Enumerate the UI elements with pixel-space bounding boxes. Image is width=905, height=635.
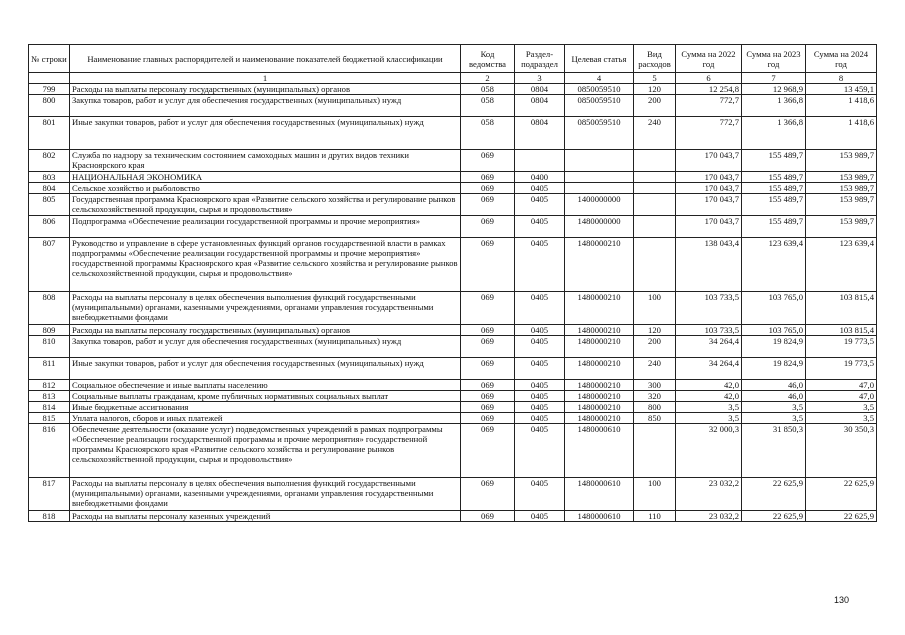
row-number: 801: [29, 117, 70, 150]
row-sum-2023: 46,0: [742, 380, 806, 391]
row-sum-2023: 12 968,9: [742, 84, 806, 95]
row-target: 0850059510: [565, 84, 634, 95]
row-section: 0405: [515, 413, 565, 424]
row-sum-2024: 19 773,5: [806, 358, 877, 380]
row-name: Закупка товаров, работ и услуг для обеспечения государственных (муниципальных) нужд: [70, 336, 461, 358]
row-target: 0850059510: [565, 95, 634, 117]
row-expense-type: 110: [634, 511, 676, 522]
row-name: Расходы на выплаты персоналу государственных (муниципальных) органов: [70, 325, 461, 336]
row-number: 818: [29, 511, 70, 522]
row-section: 0405: [515, 402, 565, 413]
row-sum-2023: 103 765,0: [742, 325, 806, 336]
row-expense-type: 320: [634, 391, 676, 402]
row-target: 0850059510: [565, 117, 634, 150]
row-number: 802: [29, 150, 70, 172]
row-sum-2022: 42,0: [676, 380, 742, 391]
row-name: Расходы на выплаты персоналу в целях обеспечения выполнения функций государственными (муниципальными) органами, казенными учреждениями, органами управления государственными внебюджетными фондами: [70, 478, 461, 511]
header-sum-2024: Сумма на 2024 год: [806, 45, 877, 73]
row-sum-2024: 153 989,7: [806, 216, 877, 238]
row-section: [515, 150, 565, 172]
row-target: 1480000210: [565, 358, 634, 380]
row-name: Иные закупки товаров, работ и услуг для обеспечения государственных (муниципальных) нужд: [70, 358, 461, 380]
row-sum-2023: 103 765,0: [742, 292, 806, 325]
row-target: [565, 172, 634, 183]
header-name: Наименование главных распорядителей и наименование показателей бюджетной классификации: [70, 45, 461, 73]
table-row: [29, 424, 877, 478]
row-number: 817: [29, 478, 70, 511]
table-row: [29, 194, 877, 216]
row-sum-2024: 153 989,7: [806, 183, 877, 194]
row-name: Социальные выплаты гражданам, кроме публичных нормативных социальных выплат: [70, 391, 461, 402]
column-number: 7: [742, 73, 806, 84]
row-sum-2024: 22 625,9: [806, 511, 877, 522]
row-number: 799: [29, 84, 70, 95]
table-body: [29, 84, 877, 522]
row-number: 815: [29, 413, 70, 424]
row-sum-2022: 170 043,7: [676, 216, 742, 238]
row-number: 810: [29, 336, 70, 358]
row-sum-2023: 155 489,7: [742, 150, 806, 172]
row-sum-2022: 32 000,3: [676, 424, 742, 478]
row-expense-type: [634, 172, 676, 183]
row-number: 813: [29, 391, 70, 402]
row-name: Сельское хозяйство и рыболовство: [70, 183, 461, 194]
row-sum-2022: 103 733,5: [676, 292, 742, 325]
row-sum-2023: 22 625,9: [742, 511, 806, 522]
row-dept-code: 069: [461, 478, 515, 511]
table-row: [29, 84, 877, 95]
row-name: Расходы на выплаты персоналу в целях обеспечения выполнения функций государственными (муниципальными) органами, казенными учреждениями, органами управления государственными внебюджетными фондами: [70, 292, 461, 325]
row-dept-code: 069: [461, 150, 515, 172]
row-name: Закупка товаров, работ и услуг для обеспечения государственных (муниципальных) нужд: [70, 95, 461, 117]
row-expense-type: 200: [634, 336, 676, 358]
row-sum-2023: 1 366,8: [742, 95, 806, 117]
row-section: 0405: [515, 238, 565, 292]
table-row: [29, 216, 877, 238]
row-dept-code: 069: [461, 172, 515, 183]
row-expense-type: 800: [634, 402, 676, 413]
row-sum-2024: 19 773,5: [806, 336, 877, 358]
row-section: 0405: [515, 325, 565, 336]
row-sum-2023: 19 824,9: [742, 336, 806, 358]
row-target: 1480000210: [565, 391, 634, 402]
column-number: [29, 73, 70, 84]
row-target: 1480000210: [565, 238, 634, 292]
row-target: [565, 183, 634, 194]
row-dept-code: 069: [461, 292, 515, 325]
header-row-no: № строки: [29, 45, 70, 73]
row-sum-2023: 31 850,3: [742, 424, 806, 478]
row-sum-2022: 34 264,4: [676, 336, 742, 358]
row-target: 1480000610: [565, 424, 634, 478]
row-dept-code: 058: [461, 117, 515, 150]
row-sum-2023: 123 639,4: [742, 238, 806, 292]
table-row: [29, 292, 877, 325]
row-number: 806: [29, 216, 70, 238]
row-section: 0405: [515, 478, 565, 511]
row-number: 805: [29, 194, 70, 216]
row-sum-2022: 170 043,7: [676, 194, 742, 216]
row-sum-2024: 47,0: [806, 391, 877, 402]
row-section: 0405: [515, 292, 565, 325]
table-row: [29, 358, 877, 380]
table-row: [29, 380, 877, 391]
row-expense-type: [634, 424, 676, 478]
budget-table: [28, 44, 877, 522]
table-row: [29, 391, 877, 402]
column-number: 3: [515, 73, 565, 84]
row-number: 811: [29, 358, 70, 380]
row-sum-2023: 22 625,9: [742, 478, 806, 511]
row-sum-2023: 3,5: [742, 413, 806, 424]
row-target: 1480000210: [565, 413, 634, 424]
row-sum-2024: 153 989,7: [806, 172, 877, 183]
table-row: [29, 150, 877, 172]
row-sum-2022: 772,7: [676, 95, 742, 117]
row-sum-2023: 46,0: [742, 391, 806, 402]
row-expense-type: [634, 150, 676, 172]
table-row: [29, 95, 877, 117]
row-dept-code: 069: [461, 413, 515, 424]
row-sum-2024: 103 815,4: [806, 325, 877, 336]
row-sum-2022: 3,5: [676, 402, 742, 413]
row-target: 1400000000: [565, 194, 634, 216]
row-name: Иные закупки товаров, работ и услуг для обеспечения государственных (муниципальных) нужд: [70, 117, 461, 150]
table-row: [29, 117, 877, 150]
row-number: 800: [29, 95, 70, 117]
row-expense-type: 200: [634, 95, 676, 117]
row-sum-2024: 13 459,1: [806, 84, 877, 95]
table-row: [29, 478, 877, 511]
row-sum-2024: 30 350,3: [806, 424, 877, 478]
table-row: [29, 413, 877, 424]
header-target: Целевая статья: [565, 45, 634, 73]
row-sum-2022: 772,7: [676, 117, 742, 150]
row-name: Социальное обеспечение и иные выплаты населению: [70, 380, 461, 391]
row-target: 1480000210: [565, 325, 634, 336]
row-dept-code: 069: [461, 183, 515, 194]
row-section: 0804: [515, 84, 565, 95]
row-dept-code: 058: [461, 95, 515, 117]
row-dept-code: 069: [461, 358, 515, 380]
row-expense-type: [634, 194, 676, 216]
row-sum-2024: 103 815,4: [806, 292, 877, 325]
row-number: 808: [29, 292, 70, 325]
row-section: 0405: [515, 358, 565, 380]
row-section: 0405: [515, 216, 565, 238]
row-sum-2022: 3,5: [676, 413, 742, 424]
table-row: [29, 172, 877, 183]
row-section: 0804: [515, 95, 565, 117]
row-number: 804: [29, 183, 70, 194]
row-section: 0405: [515, 183, 565, 194]
row-sum-2022: 12 254,8: [676, 84, 742, 95]
row-name: Служба по надзору за техническим состоянием самоходных машин и других видов техники Красноярского края: [70, 150, 461, 172]
row-sum-2024: 1 418,6: [806, 95, 877, 117]
row-name: Уплата налогов, сборов и иных платежей: [70, 413, 461, 424]
row-number: 807: [29, 238, 70, 292]
row-dept-code: 069: [461, 325, 515, 336]
row-name: Расходы на выплаты персоналу государственных (муниципальных) органов: [70, 84, 461, 95]
row-sum-2022: 23 032,2: [676, 478, 742, 511]
row-target: 1480000610: [565, 478, 634, 511]
table-row: [29, 183, 877, 194]
row-number: 809: [29, 325, 70, 336]
row-dept-code: 069: [461, 402, 515, 413]
row-target: 1480000610: [565, 511, 634, 522]
row-sum-2023: 3,5: [742, 402, 806, 413]
row-expense-type: 100: [634, 478, 676, 511]
page-number: 130: [834, 595, 850, 605]
table-row: [29, 402, 877, 413]
row-sum-2023: 155 489,7: [742, 172, 806, 183]
row-expense-type: 120: [634, 84, 676, 95]
row-target: [565, 150, 634, 172]
row-sum-2024: 153 989,7: [806, 194, 877, 216]
row-expense-type: [634, 216, 676, 238]
row-sum-2022: 170 043,7: [676, 183, 742, 194]
row-sum-2023: 155 489,7: [742, 194, 806, 216]
row-target: 1480000210: [565, 336, 634, 358]
row-dept-code: 069: [461, 511, 515, 522]
row-target: 1480000210: [565, 292, 634, 325]
row-expense-type: 120: [634, 325, 676, 336]
column-number: 4: [565, 73, 634, 84]
row-sum-2024: 1 418,6: [806, 117, 877, 150]
row-sum-2024: 3,5: [806, 413, 877, 424]
row-name: Руководство и управление в сфере установленных функций органов государственной власти в рамках подпрограммы «Обеспечение реализации государственной программы и прочие мероприятия» государственной программы Красноярского края «Развитие сельского хозяйства и регулирование рынков сельскохозяйственной продукции, сырья и продовольствия»: [70, 238, 461, 292]
row-dept-code: 069: [461, 380, 515, 391]
row-name: Иные бюджетные ассигнования: [70, 402, 461, 413]
row-expense-type: 240: [634, 117, 676, 150]
row-name: Расходы на выплаты персоналу казенных учреждений: [70, 511, 461, 522]
row-section: 0400: [515, 172, 565, 183]
row-sum-2024: 153 989,7: [806, 150, 877, 172]
row-section: 0405: [515, 194, 565, 216]
table-row: [29, 325, 877, 336]
row-expense-type: [634, 183, 676, 194]
row-expense-type: [634, 238, 676, 292]
row-section: 0405: [515, 380, 565, 391]
row-name: Обеспечение деятельности (оказание услуг) подведомственных учреждений в рамках подпрограммы «Обеспечение реализации государственной программы и прочие мероприятия» государственной программы Красноярского края «Развитие сельского хозяйства и регулирование рынков сельскохозяйственной продукции, сырья и продовольствия»: [70, 424, 461, 478]
header-dept-code: Код ведомства: [461, 45, 515, 73]
table-row: [29, 336, 877, 358]
table-row: [29, 238, 877, 292]
row-sum-2024: 47,0: [806, 380, 877, 391]
row-sum-2022: 34 264,4: [676, 358, 742, 380]
header-section: Раздел-подраздел: [515, 45, 565, 73]
row-section: 0405: [515, 336, 565, 358]
row-sum-2023: 155 489,7: [742, 216, 806, 238]
row-number: 816: [29, 424, 70, 478]
row-expense-type: 240: [634, 358, 676, 380]
row-section: 0405: [515, 424, 565, 478]
row-number: 812: [29, 380, 70, 391]
row-sum-2023: 19 824,9: [742, 358, 806, 380]
row-expense-type: 850: [634, 413, 676, 424]
header-expense-type: Вид расходов: [634, 45, 676, 73]
row-sum-2022: 23 032,2: [676, 511, 742, 522]
row-sum-2023: 155 489,7: [742, 183, 806, 194]
row-section: 0405: [515, 511, 565, 522]
row-sum-2023: 1 366,8: [742, 117, 806, 150]
row-target: 1480000210: [565, 402, 634, 413]
column-number: 1: [70, 73, 461, 84]
table-header: [29, 45, 877, 84]
row-expense-type: 300: [634, 380, 676, 391]
row-dept-code: 069: [461, 194, 515, 216]
header-sum-2022: Сумма на 2022 год: [676, 45, 742, 73]
row-number: 803: [29, 172, 70, 183]
row-dept-code: 069: [461, 238, 515, 292]
row-target: 1480000000: [565, 216, 634, 238]
row-sum-2024: 123 639,4: [806, 238, 877, 292]
row-target: 1480000210: [565, 380, 634, 391]
row-dept-code: 058: [461, 84, 515, 95]
row-sum-2022: 138 043,4: [676, 238, 742, 292]
row-dept-code: 069: [461, 336, 515, 358]
row-dept-code: 069: [461, 216, 515, 238]
row-name: Государственная программа Красноярского края «Развитие сельского хозяйства и регулирование рынков сельскохозяйственной продукции, сырья и продовольствия»: [70, 194, 461, 216]
column-number: 8: [806, 73, 877, 84]
row-name: Подпрограмма «Обеспечение реализации государственной программы и прочие мероприятия»: [70, 216, 461, 238]
row-number: 814: [29, 402, 70, 413]
row-sum-2022: 170 043,7: [676, 150, 742, 172]
row-sum-2024: 22 625,9: [806, 478, 877, 511]
column-number: 5: [634, 73, 676, 84]
row-dept-code: 069: [461, 391, 515, 402]
row-sum-2022: 42,0: [676, 391, 742, 402]
row-sum-2022: 103 733,5: [676, 325, 742, 336]
column-number: 6: [676, 73, 742, 84]
column-number: 2: [461, 73, 515, 84]
row-section: 0804: [515, 117, 565, 150]
row-expense-type: 100: [634, 292, 676, 325]
row-dept-code: 069: [461, 424, 515, 478]
column-number-row: [29, 73, 877, 84]
header-sum-2023: Сумма на 2023 год: [742, 45, 806, 73]
row-sum-2022: 170 043,7: [676, 172, 742, 183]
row-sum-2024: 3,5: [806, 402, 877, 413]
table-row: [29, 511, 877, 522]
row-section: 0405: [515, 391, 565, 402]
row-name: НАЦИОНАЛЬНАЯ ЭКОНОМИКА: [70, 172, 461, 183]
